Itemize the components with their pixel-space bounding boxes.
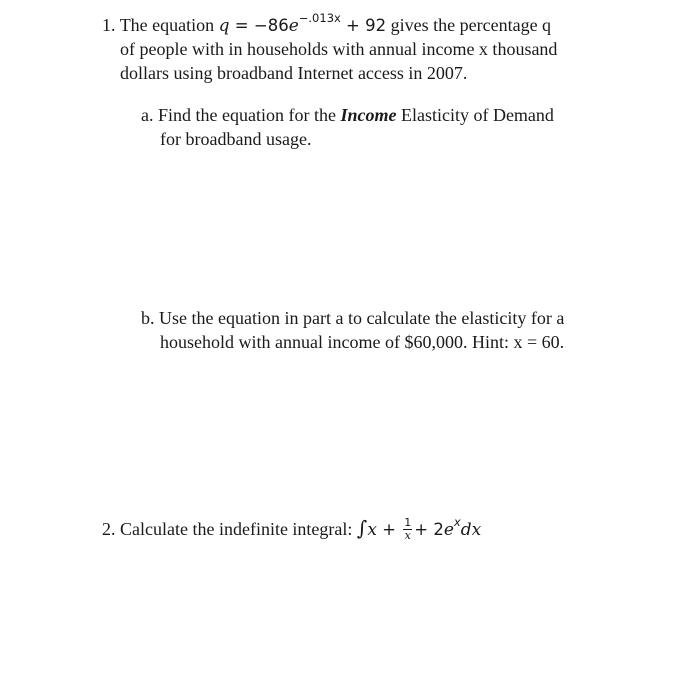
eq-base: e: [288, 16, 299, 36]
q1a-emphasis: Income: [340, 105, 397, 125]
eq-equals: =: [229, 16, 254, 35]
q2-line: [102, 516, 481, 543]
q1a-prefix: Find the equation for the: [158, 105, 336, 125]
q2-number: 2.: [102, 519, 116, 539]
fraction-numerator: 1: [404, 516, 412, 529]
q1b-line-1: [141, 306, 564, 330]
term1: x: [367, 520, 377, 540]
q1-intro-text: The equation: [119, 15, 215, 35]
q2-prefix: Calculate the indefinite integral:: [120, 519, 353, 539]
q1-intro-suffix: gives the percentage q: [390, 15, 552, 35]
q1-number: 1.: [102, 15, 116, 35]
eq-coeff: −86: [253, 16, 289, 35]
eq-tail: + 92: [340, 16, 387, 35]
eq-exponent: −.013x: [298, 10, 341, 25]
term3-coeff: 2: [433, 520, 444, 539]
fraction-denominator: x: [404, 529, 411, 542]
q1b-text-1: Use the equation in part a to calculate the elasticity for a: [159, 308, 565, 328]
q1a-line-1: [141, 103, 554, 127]
plus2: +: [414, 520, 434, 539]
q2-integral-expression: [356, 514, 482, 542]
q1-equation: [218, 10, 387, 36]
plus1: +: [376, 520, 402, 539]
q1-line-3: dollars using broadband Internet access in 2007.: [120, 63, 468, 83]
q1b-line-2: household with annual income of $60,000. Hint: x = 60.: [160, 332, 565, 352]
term3-base: e: [443, 520, 454, 540]
fraction: [403, 517, 412, 542]
q1-line-2: of people with in households with annual income x thousand: [120, 39, 558, 59]
q1a-label: a.: [141, 105, 154, 125]
integral-sign: ∫: [356, 516, 368, 540]
differential: dx: [460, 520, 482, 540]
q1a-line-2: for broadband usage.: [160, 129, 312, 149]
q1b-label: b.: [141, 308, 155, 328]
q1a-suffix: Elasticity of Demand: [400, 105, 554, 125]
q1-line-1: [102, 10, 552, 38]
eq-lhs: q: [218, 16, 230, 36]
term3-exponent: x: [453, 514, 461, 529]
